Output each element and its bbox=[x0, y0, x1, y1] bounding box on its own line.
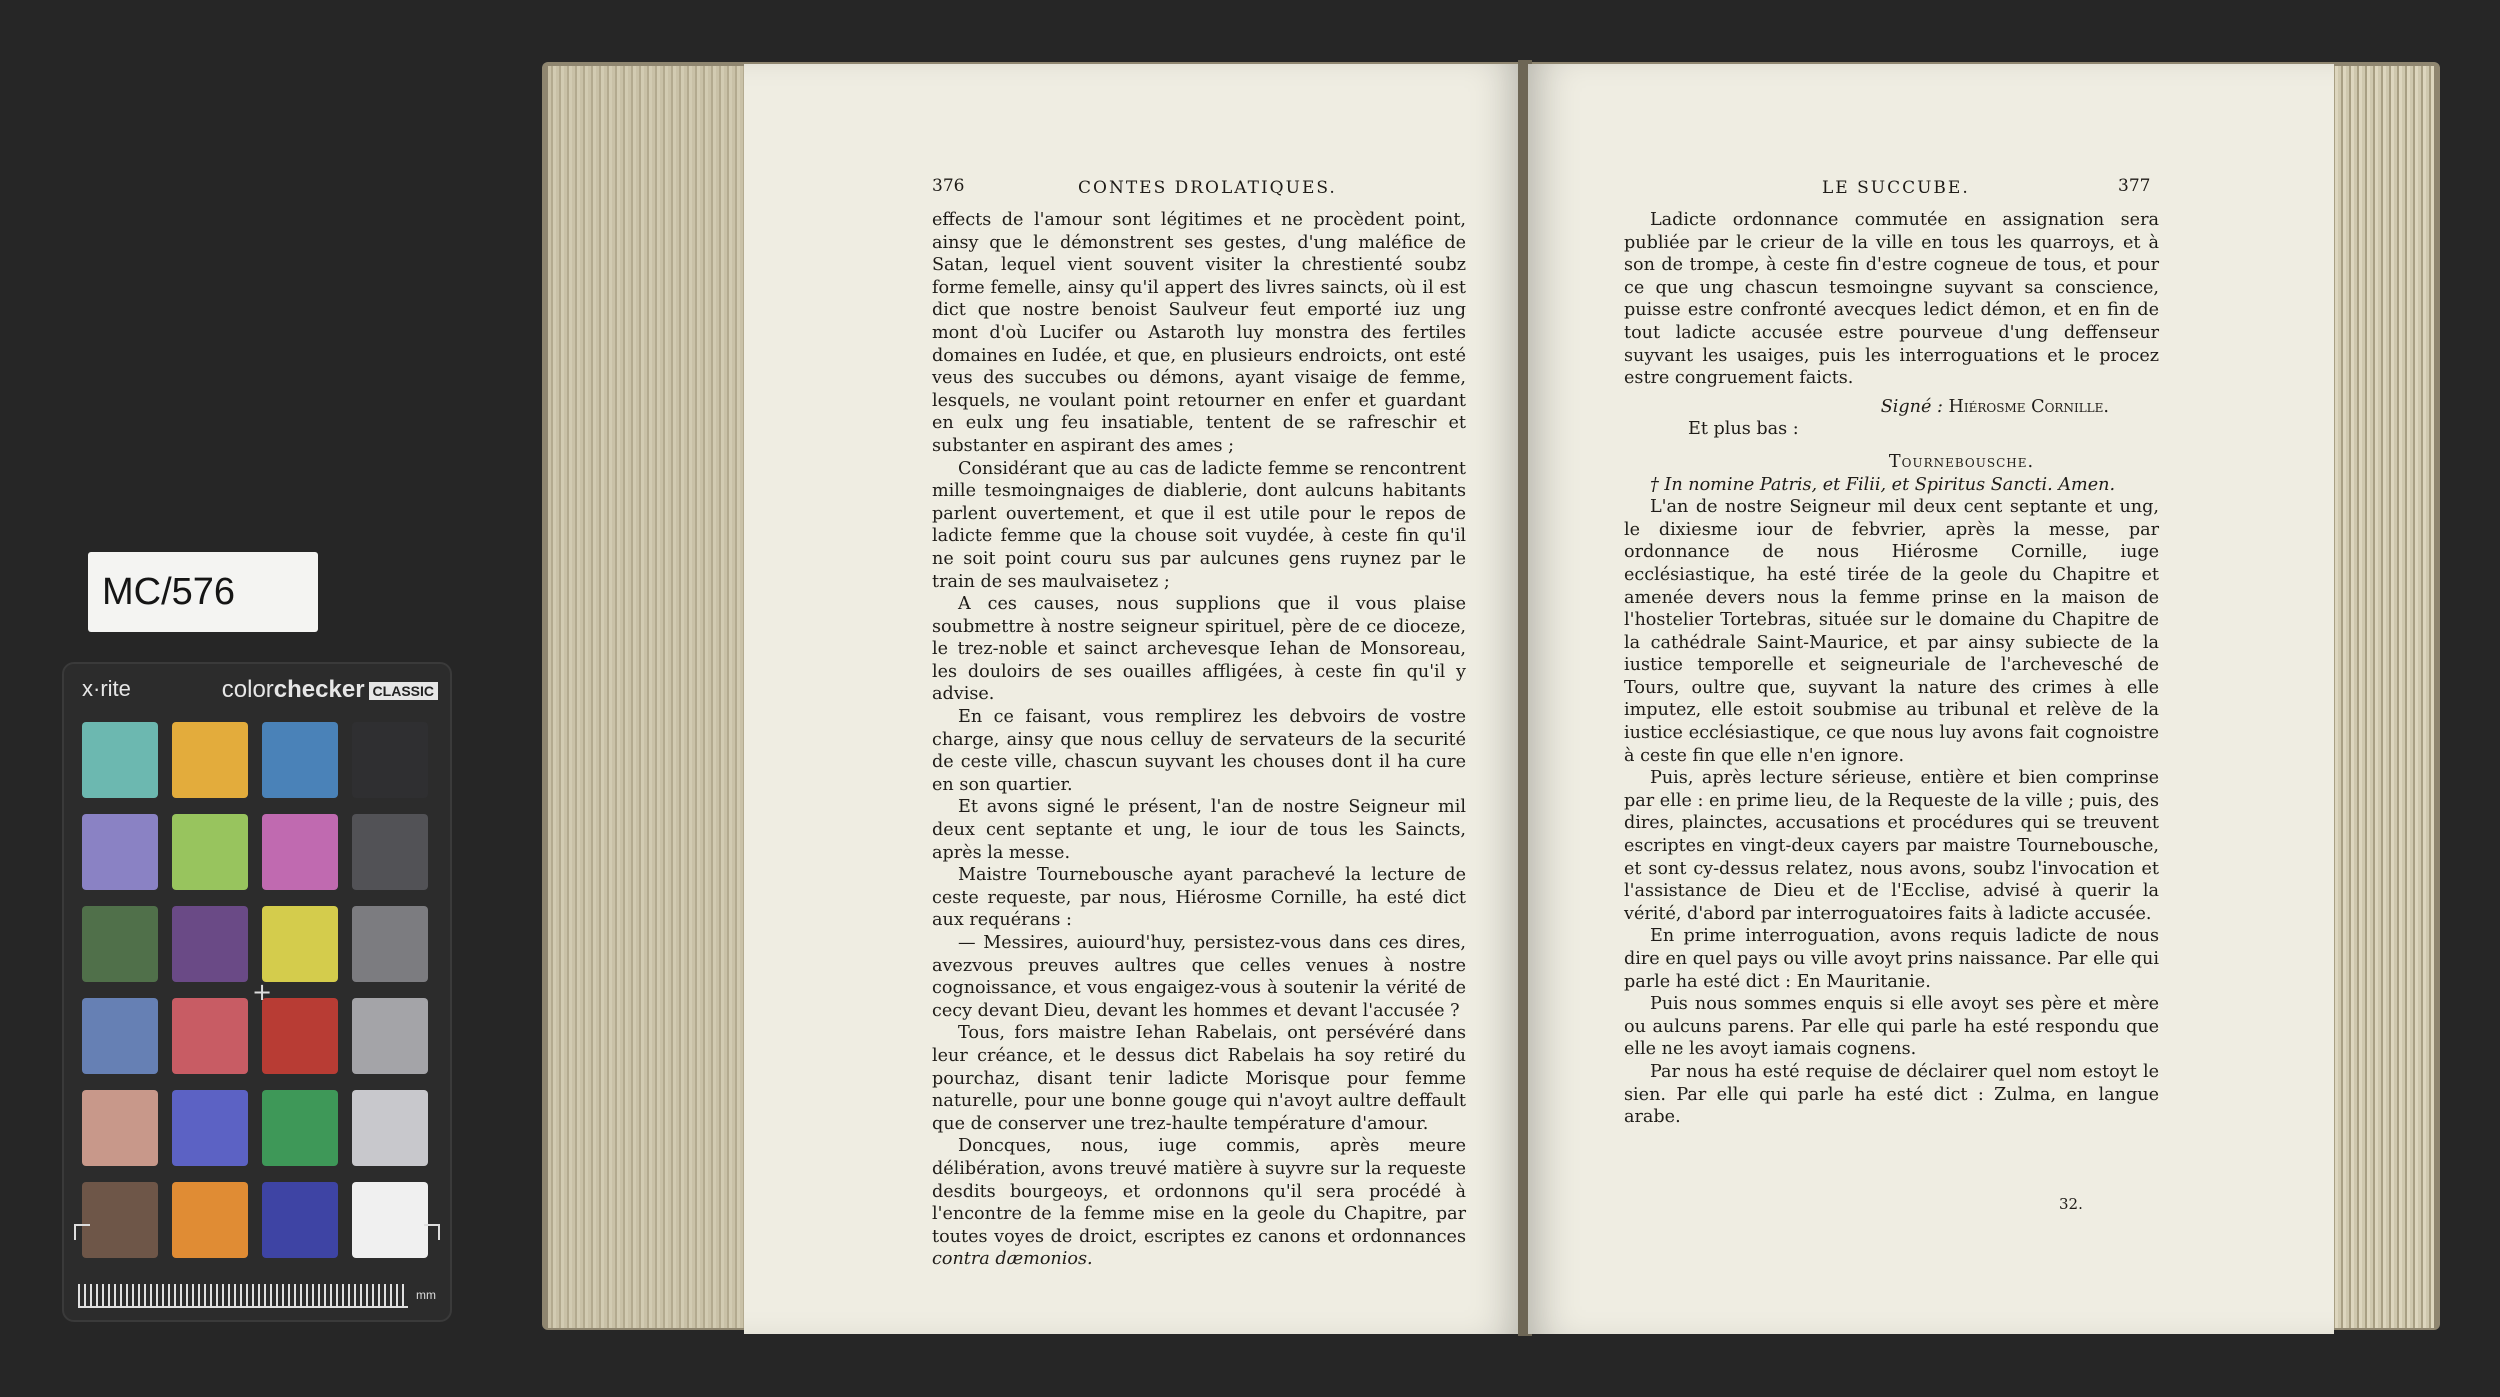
page-edges-left bbox=[548, 66, 748, 1328]
color-swatch bbox=[172, 1090, 248, 1166]
mm-ruler bbox=[78, 1284, 408, 1308]
classic-badge: CLASSIC bbox=[369, 682, 438, 700]
color-swatch bbox=[352, 906, 428, 982]
specimen-label-text: MC/576 bbox=[102, 570, 236, 613]
signed-name: Hiérosme Cornille. bbox=[1948, 396, 2109, 417]
left-paragraph: Considérant que au cas de ladicte femme se rencontrent mille tesmoingnaiges de diablerie, dont aulcuns habitants parlent ouvertement, et que il est utile pour le repos de ladicte femme que la chouse soit vuydée, à ceste fin qu'il ne soit point couru sus par aulcunes gens ruynez par le train de ses maulvaisetez ; bbox=[932, 458, 1466, 592]
signature-mark: 32. bbox=[2059, 1195, 2083, 1213]
color-swatch bbox=[82, 1182, 158, 1258]
left-paragraph: Et avons signé le présent, l'an de nostre Seigneur mil deux cent septante et ung, le iour de tous les Saincts, après la messe. bbox=[932, 797, 1466, 863]
color-swatch bbox=[262, 998, 338, 1074]
color-swatch bbox=[352, 1090, 428, 1166]
color-swatch bbox=[172, 814, 248, 890]
right-paragraph: Puis, après lecture sérieuse, entière et bien comprinse par elle : en prime lieu, de la Requeste de la ville ; puis, des dires, plainctes, accusations et procédures qui se treuvent escriptes en vingt-deux cayers par maistre Tournebousche, et sont cy-dessus relatez, nous avons, soubz l'invocation et l'assistance de Dieu et de l'Ecclise, advisé à querir la vérité, d'abord par interroguatoires faits à ladicte accusée. bbox=[1624, 768, 2159, 924]
color-swatch bbox=[82, 1090, 158, 1166]
colorchecker-logo bbox=[222, 676, 438, 704]
right-paragraph: Puis nous sommes enquis si elle avoyt ses père et mère ou aulcuns parens. Par elle qui parle ha esté respondu que elle ne les avoyt iamais cognens. bbox=[1624, 994, 2159, 1060]
xrite-logo bbox=[82, 676, 131, 702]
invocation-line: † In nomine Patris, et Filii, et Spiritus Sancti. Amen. bbox=[1650, 474, 2116, 495]
left-paragraph: Maistre Tournebousche ayant parachevé la lecture de ceste requeste, par nous, Hiérosme Cornille, ha esté dict aux requérans : bbox=[932, 865, 1466, 931]
left-paragraph: En ce faisant, vous remplirez les debvoirs de vostre charge, ainsy que nous celluy de servateurs de la securité de ceste ville, chascun suyvant les chouses dont il ha cure en son quartier. bbox=[932, 707, 1466, 795]
right-running-head: LE SUCCUBE. bbox=[1822, 178, 1970, 198]
color-swatch bbox=[172, 1182, 248, 1258]
right-page bbox=[1528, 64, 2334, 1334]
signature-line bbox=[1624, 396, 2159, 419]
color-swatch bbox=[172, 722, 248, 798]
color-swatch bbox=[262, 1182, 338, 1258]
right-paragraph: Ladicte ordonnance commutée en assignation sera publiée par le crieur de la ville en tous les quarroys, et à son de trompe, à ceste fin d'estre cogneue de tous, et pour ce que ung chascun tesmoingne suyvant sa conscience, puisse estre confronté avecques ledict démon, et en fin de tout ladicte accusée estre pourveue d'ung deffenseur suyvant les usaiges, puis les interroguations et le procez estre congruement faicts. bbox=[1624, 210, 2159, 389]
right-paragraph: Par nous ha esté requise de déclairer quel nom estoyt le sien. Par elle qui parle ha esté dict : Zulma, en langue arabe. bbox=[1624, 1061, 2159, 1128]
color-swatch bbox=[82, 814, 158, 890]
color-swatch bbox=[82, 906, 158, 982]
color-swatch bbox=[82, 998, 158, 1074]
ruler-unit-label: mm bbox=[416, 1288, 436, 1302]
color-swatch bbox=[262, 722, 338, 798]
page-edges-right bbox=[2330, 66, 2434, 1328]
corner-mark-tl bbox=[74, 1224, 90, 1240]
plus-bas-line: Et plus bas : bbox=[1688, 419, 1799, 440]
colorchecker-light-text: color bbox=[221, 676, 274, 703]
color-swatch bbox=[262, 1090, 338, 1166]
left-page bbox=[744, 64, 1522, 1334]
color-swatch bbox=[352, 722, 428, 798]
crosshair-icon: + bbox=[252, 978, 273, 1006]
specimen-label bbox=[88, 552, 318, 632]
left-text-block bbox=[932, 209, 1466, 1271]
tournebousche-signature: Tournebousche. bbox=[1888, 451, 2035, 472]
left-paragraph: Tous, fors maistre Iehan Rabelais, ont persévéré dans leur créance, et le dessus dict Rabelais ha soy retiré du pourchaz, disant tenir ladicte Morisque pour femme naturelle, pour une bonne gouge qui n'avoyt aultre deffault que de conserver une trez-haulte température d'amour. bbox=[932, 1023, 1466, 1134]
right-page-number: 377 bbox=[2118, 176, 2151, 196]
right-paragraph: En prime interroguation, avons requis ladicte de nous dire en quel pays ou ville avoyt prins naissance. Par elle qui parle ha esté dict : En Mauritanie. bbox=[1624, 926, 2159, 992]
right-text-block bbox=[1624, 209, 2159, 1129]
color-checker-card bbox=[62, 662, 452, 1322]
left-paragraph-italic: contra dæmonios. bbox=[932, 1249, 1093, 1270]
left-paragraph: effects de l'amour sont légitimes et ne procèdent point, ainsy que le démonstrent ses gestes, d'ung maléfice de Satan, lequel vient souvent visiter la chrestienté soubz forme femelle, ainsy qu'il appert des livres saincts, où il est dict que nostre benoist Saulveur feut emporté iuz ung mont d'où Lucifer ou Astaroth luy monstra des fertiles domaines en Iudée, et que, en plusieurs endroicts, ont esté veus des succubes ou démons, ayant visaige de femme, lesquels, ne voulant point retourner en enfer et guardant en eulx ung feu insatiable, tentent de se rafreschir et substanter en aspirant des ames ; bbox=[932, 210, 1466, 456]
left-paragraph-final-text: Doncques, nous, iuge commis, après meure délibération, avons treuvé matière à suyvre sur la requeste desdits bourgeoys, et ordonnons qu'il sera procédé à l'encontre de la femme mise en la geole du Chapitre, par toutes voyes de droict, escriptes ez canons et ordonnances bbox=[932, 1136, 1466, 1247]
color-swatch bbox=[172, 906, 248, 982]
left-paragraph: A ces causes, nous supplions que il vous plaise soubmettre à nostre seigneur spirituel, père de ce dioceze, le trez-noble et sainct archevesque Iehan de Monsoreau, les douloirs de ses ouailles affligées, à ceste fin qu'il y advise. bbox=[932, 594, 1466, 705]
color-swatch bbox=[82, 722, 158, 798]
left-paragraph-final bbox=[932, 1135, 1466, 1271]
color-swatch bbox=[262, 814, 338, 890]
left-page-number: 376 bbox=[932, 176, 965, 196]
left-paragraph: — Messires, auiourd'huy, persistez-vous dans ces dires, avezvous preuves aultres que celles venues à nostre cognoissance, et vous engaigez-vous à soutenir la vérité de cecy devant Dieu, devant les hommes et devant l'accusée ? bbox=[932, 933, 1466, 1021]
corner-mark-tr bbox=[424, 1224, 440, 1240]
left-running-head: CONTES DROLATIQUES. bbox=[1078, 178, 1337, 198]
color-swatch bbox=[172, 998, 248, 1074]
color-swatch bbox=[352, 1182, 428, 1258]
color-swatch bbox=[262, 906, 338, 982]
xrite-brand-text: x·rite bbox=[82, 676, 131, 701]
right-paragraph: L'an de nostre Seigneur mil deux cent septante et ung, le dixiesme iour de febvrier, après la messe, par ordonnance de nous Hiérosme Cornille, iuge ecclésiastique, ha esté tirée de la geole du Chapitre et amenée devers nous la femme prinse en la maison de l'hostelier Tortebras, située sur le domaine du Chapitre de la cathédrale Saint-Maurice, et par ainsy subiecte de la iustice temporelle et seigneuriale de l'archevesché de Tours, oultre que, suyvant la nature des crimes à elle imputez, elle estoit soubmise au tribunal et relève de la iustice ecclésiastique, ce que nous luy avons fait cognoistre à ceste fin que elle n'en ignore. bbox=[1624, 497, 2159, 766]
color-swatch bbox=[352, 814, 428, 890]
signed-label: Signé : bbox=[1880, 396, 1943, 417]
colorchecker-bold-text: checker bbox=[273, 676, 365, 703]
color-swatch bbox=[352, 998, 428, 1074]
